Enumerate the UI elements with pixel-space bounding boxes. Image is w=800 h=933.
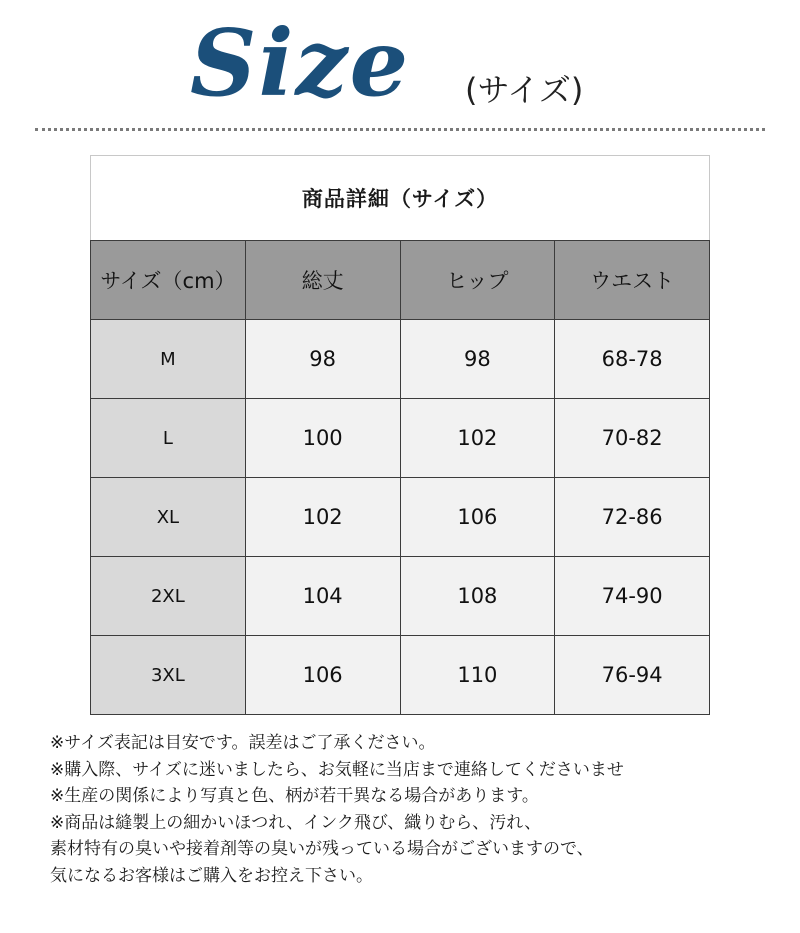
note-line: ※購入際、サイズに迷いましたら、お気軽に当店まで連絡してくださいませ: [50, 759, 624, 780]
note-line: ※サイズ表記は目安です。誤差はご了承ください。: [50, 733, 436, 753]
column-header: 総丈: [245, 241, 400, 320]
length-cell: 106: [245, 636, 400, 715]
note-line: ※商品は縫製上の細かいほつれ、インク飛び、織りむら、汚れ、: [50, 812, 542, 833]
note-line: 素材特有の臭いや接着剤等の臭いが残っている場合がございますので、: [50, 839, 594, 859]
size-cell: L: [91, 399, 246, 478]
size-table: [90, 240, 710, 715]
length-cell: 102: [245, 478, 400, 557]
table-row: [91, 320, 710, 399]
hip-cell: 98: [400, 320, 555, 399]
length-cell: 100: [245, 399, 400, 478]
column-header: ウエスト: [555, 241, 710, 320]
size-logo-subtitle: (サイズ): [465, 71, 584, 109]
size-cell: M: [91, 320, 246, 399]
notes-section: [50, 730, 780, 889]
waist-cell: 76-94: [555, 636, 710, 715]
size-cell: 2XL: [91, 557, 246, 636]
column-header: サイズ（cm）: [91, 241, 246, 320]
dotted-divider: [35, 128, 765, 131]
table-row: [91, 478, 710, 557]
size-cell: 3XL: [91, 636, 246, 715]
waist-cell: 74-90: [555, 557, 710, 636]
hip-cell: 110: [400, 636, 555, 715]
page-header: [0, 0, 800, 130]
column-header: ヒップ: [400, 241, 555, 320]
size-table-container: [90, 155, 710, 715]
waist-cell: 72-86: [555, 478, 710, 557]
table-header-row: [91, 241, 710, 320]
table-row: [91, 399, 710, 478]
length-cell: 98: [245, 320, 400, 399]
hip-cell: 106: [400, 478, 555, 557]
waist-cell: 70-82: [555, 399, 710, 478]
table-row: [91, 557, 710, 636]
size-logo: Size: [190, 9, 411, 117]
hip-cell: 108: [400, 557, 555, 636]
hip-cell: 102: [400, 399, 555, 478]
note-line: ※生産の関係により写真と色、柄が若干異なる場合があります。: [50, 786, 539, 806]
length-cell: 104: [245, 557, 400, 636]
waist-cell: 68-78: [555, 320, 710, 399]
size-cell: XL: [91, 478, 246, 557]
note-line: 気になるお客様はご購入をお控え下さい。: [50, 865, 373, 886]
table-title: 商品詳細（サイズ）: [90, 155, 710, 240]
table-row: [91, 636, 710, 715]
